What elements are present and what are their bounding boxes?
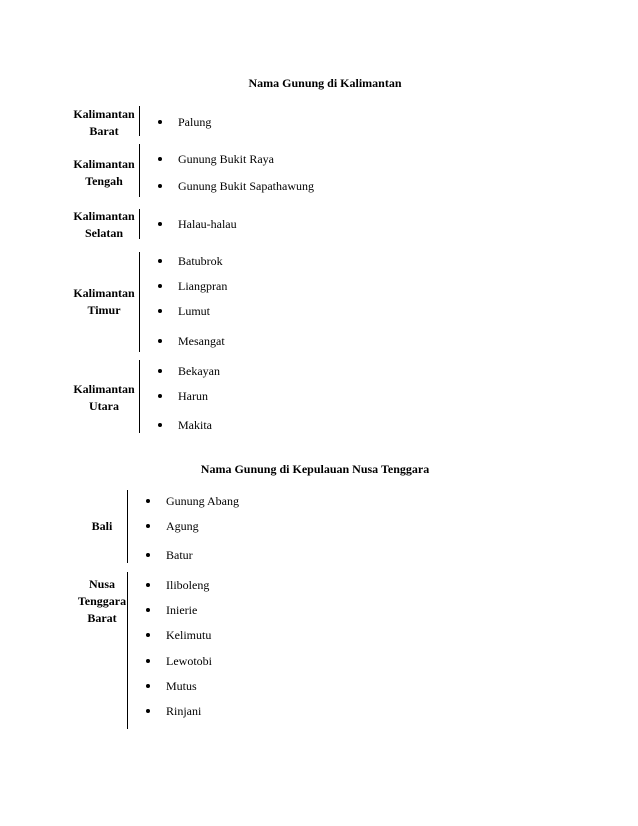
list-item: Batubrok	[158, 254, 223, 268]
list-item: Inierie	[146, 603, 197, 617]
list-item: Makita	[158, 418, 212, 432]
list-item: Iliboleng	[146, 578, 209, 592]
region-label-kalimantan-selatan	[66, 208, 142, 242]
bullet-icon	[158, 222, 162, 226]
list-item: Halau-halau	[158, 217, 237, 231]
region-label-kalimantan-tengah	[66, 156, 142, 190]
bullet-icon	[158, 259, 162, 263]
list-item: Mutus	[146, 679, 197, 693]
bullet-icon	[146, 659, 150, 663]
bullet-icon	[146, 583, 150, 587]
group-bracket	[139, 252, 140, 352]
region-label-line: Selatan	[84, 226, 123, 240]
group-bracket	[139, 106, 140, 136]
region-label-line: Barat	[87, 611, 117, 625]
region-label-kalimantan-barat	[66, 106, 142, 140]
bullet-icon	[146, 553, 150, 557]
region-label-line: Kalimantan	[73, 107, 135, 121]
list-item: Agung	[146, 519, 199, 533]
list-item: Gunung Abang	[146, 494, 239, 508]
list-item: Palung	[158, 115, 211, 129]
bullet-icon	[158, 339, 162, 343]
group-bracket	[127, 490, 128, 563]
region-label-kalimantan-timur	[66, 285, 142, 319]
group-bracket	[139, 144, 140, 197]
list-item: Mesangat	[158, 334, 225, 348]
list-item: Kelimutu	[146, 628, 211, 642]
bullet-icon	[146, 524, 150, 528]
region-label-line: Barat	[89, 124, 119, 138]
region-label-bali	[74, 518, 130, 535]
section-title-nusa-tenggara: Nama Gunung di Kepulauan Nusa Tenggara	[200, 462, 430, 476]
region-label-line: Utara	[89, 399, 119, 413]
region-label-line: Nusa	[88, 577, 115, 591]
bullet-icon	[158, 394, 162, 398]
group-bracket	[139, 209, 140, 239]
list-item: Gunung Bukit Sapathawung	[158, 179, 314, 193]
region-label-nusa-tenggara-barat	[72, 576, 132, 627]
bullet-icon	[146, 499, 150, 503]
bullet-icon	[146, 709, 150, 713]
region-label-line: Tengah	[85, 174, 123, 188]
group-bracket	[139, 360, 140, 433]
section-title-kalimantan: Nama Gunung di Kalimantan	[248, 76, 402, 90]
bullet-icon	[158, 284, 162, 288]
bullet-icon	[158, 120, 162, 124]
list-item: Lumut	[158, 304, 210, 318]
list-item: Lewotobi	[146, 654, 212, 668]
list-item: Rinjani	[146, 704, 201, 718]
group-bracket	[127, 572, 128, 729]
region-label-kalimantan-utara	[66, 381, 142, 415]
list-item: Bekayan	[158, 364, 220, 378]
region-label-line: Kalimantan	[73, 286, 135, 300]
region-label-line: Bali	[91, 519, 113, 533]
region-label-line: Kalimantan	[73, 157, 135, 171]
bullet-icon	[158, 369, 162, 373]
list-item: Batur	[146, 548, 193, 562]
region-label-line: Tenggara	[77, 594, 127, 608]
list-item: Liangpran	[158, 279, 227, 293]
bullet-icon	[146, 633, 150, 637]
list-item: Gunung Bukit Raya	[158, 152, 274, 166]
bullet-icon	[158, 184, 162, 188]
bullet-icon	[158, 157, 162, 161]
bullet-icon	[146, 608, 150, 612]
bullet-icon	[158, 423, 162, 427]
bullet-icon	[146, 684, 150, 688]
bullet-icon	[158, 309, 162, 313]
region-label-line: Kalimantan	[73, 209, 135, 223]
region-label-line: Timur	[87, 303, 121, 317]
region-label-line: Kalimantan	[73, 382, 135, 396]
list-item: Harun	[158, 389, 208, 403]
